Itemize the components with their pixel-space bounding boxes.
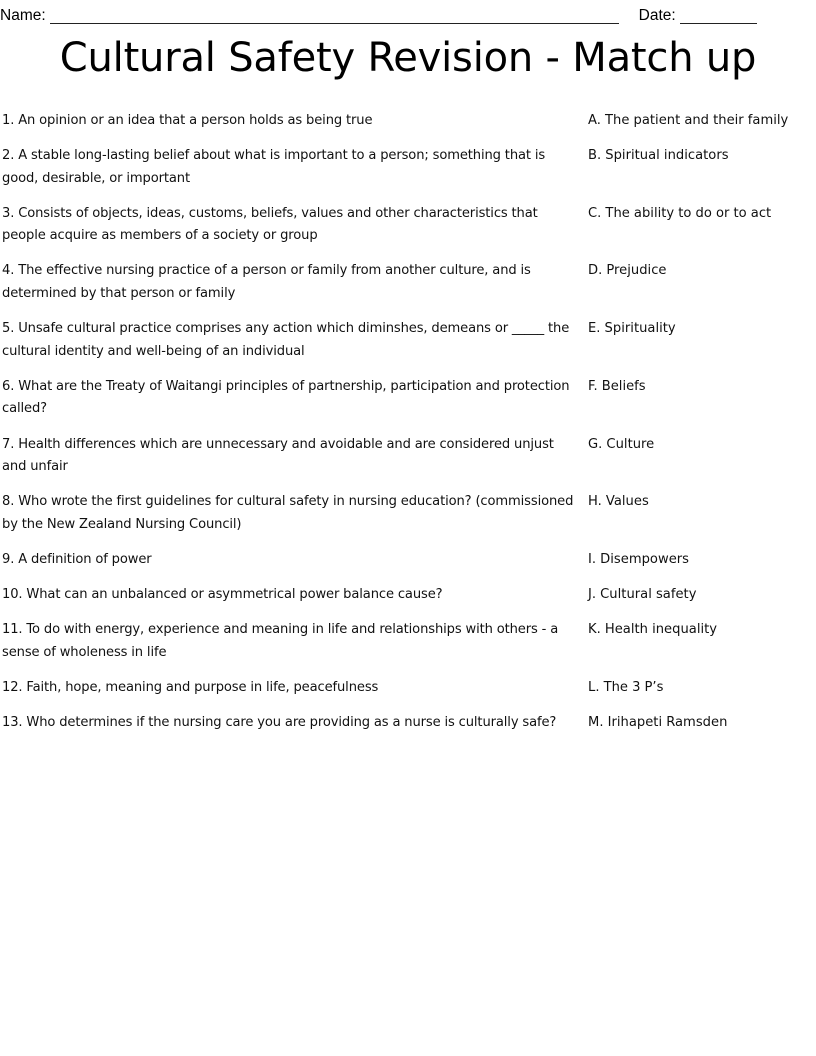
- prompt-cell: [2, 376, 588, 421]
- prompt-text: 7. Health differences which are unnecessary and avoidable and are considered unjust and unfair: [2, 436, 554, 475]
- prompt-cell: [2, 677, 588, 700]
- prompt-cell: [2, 318, 588, 363]
- name-date-header: [0, 0, 816, 26]
- match-row: [2, 434, 814, 479]
- answer-cell: [588, 260, 814, 283]
- match-row: [2, 260, 814, 305]
- prompt-text: 10. What can an unbalanced or asymmetrical power balance cause?: [2, 587, 443, 602]
- answer-cell: [588, 434, 814, 457]
- match-row: [2, 491, 814, 536]
- match-row: [2, 318, 814, 363]
- prompt-text: 6. What are the Treaty of Waitangi principles of partnership, participation and protection called?: [2, 378, 570, 417]
- answer-text: K. Health inequality: [588, 622, 718, 638]
- match-up-list: [2, 110, 814, 747]
- prompt-text: 13. Who determines if the nursing care you are providing as a nurse is culturally safe?: [2, 714, 557, 730]
- answer-text: M. Irihapeti Ramsden: [588, 714, 728, 730]
- answer-cell: [588, 376, 814, 399]
- answer-cell: [588, 491, 814, 514]
- prompt-text: 12. Faith, hope, meaning and purpose in life, peacefulness: [2, 679, 379, 695]
- answer-cell: [588, 110, 814, 133]
- answer-text: A. The patient and their family: [588, 113, 789, 128]
- answer-cell: [588, 318, 814, 341]
- answer-cell: [588, 584, 814, 607]
- date-input-line[interactable]: [680, 10, 757, 24]
- match-row: [2, 619, 814, 664]
- date-label: Date:: [638, 7, 676, 24]
- prompt-cell: [2, 434, 588, 479]
- name-label: Name:: [0, 7, 46, 24]
- page-title: Cultural Safety Revision - Match up: [59, 35, 757, 81]
- answer-cell: [588, 549, 814, 572]
- prompt-cell: [2, 491, 588, 536]
- match-row: [2, 203, 814, 248]
- prompt-cell: [2, 584, 588, 607]
- prompt-cell: [2, 712, 588, 735]
- match-row: [2, 110, 814, 133]
- prompt-cell: [2, 110, 588, 133]
- name-input-line[interactable]: [50, 10, 619, 24]
- answer-text: I. Disempowers: [588, 551, 690, 567]
- prompt-cell: [2, 549, 588, 572]
- answer-text: D. Prejudice: [588, 263, 667, 279]
- prompt-text: 9. A definition of power: [2, 551, 152, 567]
- match-row: [2, 549, 814, 572]
- match-row: [2, 376, 814, 421]
- answer-cell: [588, 677, 814, 700]
- prompt-cell: [2, 145, 588, 190]
- answer-text: L. The 3 P’s: [588, 679, 664, 695]
- answer-text: C. The ability to do or to act: [588, 205, 772, 221]
- match-row: [2, 145, 814, 190]
- match-row: [2, 677, 814, 700]
- answer-text: G. Culture: [588, 436, 655, 452]
- prompt-cell: [2, 260, 588, 305]
- prompt-text: 2. A stable long-lasting belief about what is important to a person; something that is good, desirable, or important: [2, 148, 546, 186]
- answer-text: H. Values: [588, 494, 649, 510]
- answer-cell: [588, 619, 814, 642]
- prompt-text: 5. Unsafe cultural practice comprises any action which diminshes, demeans or _____ the cultural identity and well-being of an individual: [2, 321, 570, 359]
- match-row: [2, 584, 814, 607]
- match-row: [2, 712, 814, 735]
- prompt-text: 8. Who wrote the first guidelines for cultural safety in nursing education? (commissioned by the New Zealand Nursing Council): [2, 494, 574, 532]
- answer-cell: [588, 145, 814, 168]
- prompt-cell: [2, 619, 588, 664]
- answer-text: B. Spiritual indicators: [588, 148, 729, 164]
- prompt-text: 3. Consists of objects, ideas, customs, beliefs, values and other characteristics that people acquire as members of a society or group: [2, 205, 538, 244]
- answer-text: E. Spirituality: [588, 321, 676, 337]
- answer-cell: [588, 203, 814, 226]
- prompt-text: 1. An opinion or an idea that a person holds as being true: [2, 113, 373, 128]
- answer-text: J. Cultural safety: [588, 587, 697, 602]
- prompt-text: 11. To do with energy, experience and meaning in life and relationships with others - a sense of wholeness in life: [2, 622, 559, 660]
- answer-cell: [588, 712, 814, 735]
- prompt-cell: [2, 203, 588, 248]
- answer-text: F. Beliefs: [588, 378, 646, 394]
- prompt-text: 4. The effective nursing practice of a person or family from another culture, and is determined by that person or family: [2, 263, 531, 302]
